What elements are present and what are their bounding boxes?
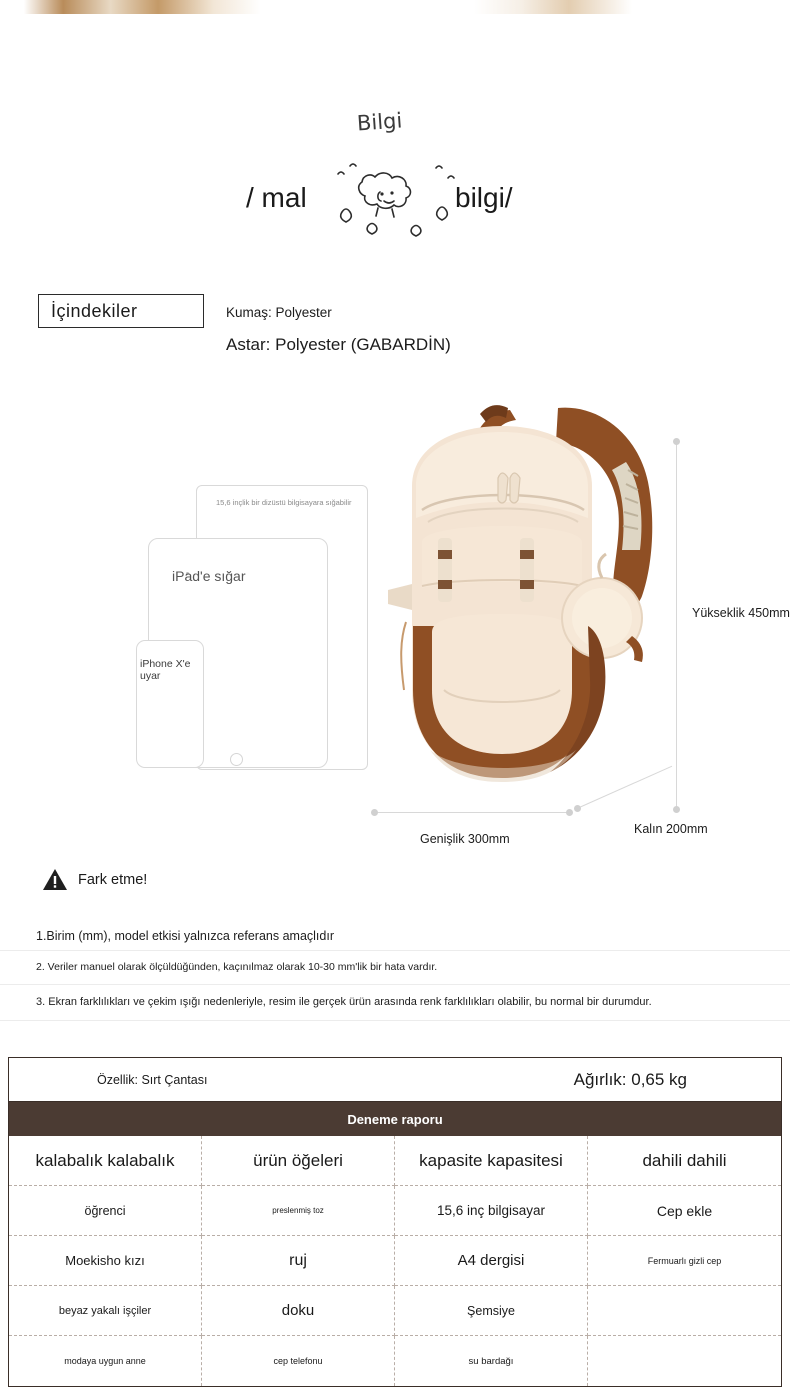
height-label: Yükseklik 450mm [692,606,790,620]
table-cell [588,1286,781,1336]
column-header: kapasite kapasitesi [395,1136,588,1186]
ipad-label: iPad'e sığar [172,568,246,584]
fabric-text: Kumaş: Polyester [226,305,332,320]
table-cell: preslenmiş toz [202,1186,395,1236]
depth-label: Kalın 200mm [634,822,708,836]
spec-table-header-row [9,1136,781,1186]
spec-table [8,1057,782,1387]
height-guide-dot-bottom [673,806,680,813]
notice-divider-1 [0,950,790,951]
table-row [9,1236,781,1286]
notice-line-2: 2. Veriler manuel olarak ölçüldüğünden, kaçınılmaz olarak 10-30 mm'lik bir hata vardır. [36,961,438,973]
table-row [9,1186,781,1236]
column-header: kalabalık kalabalık [9,1136,202,1186]
contents-label-box [38,294,204,328]
contents-label: İçindekiler [51,300,138,321]
weight-text: Ağırlık: 0,65 kg [573,1069,687,1089]
ipad-home-button-icon [230,753,243,766]
spec-table-title-bar [9,1102,781,1136]
hero-banner [0,48,790,248]
phone-label: iPhone X'e uyar [140,658,191,683]
table-cell: ruj [202,1236,395,1286]
table-cell [588,1336,781,1386]
table-cell: Moekisho kızı [9,1236,202,1286]
notice-divider-3 [0,1020,790,1021]
notice-divider-2 [0,984,790,985]
height-guide-dot-top [673,438,680,445]
table-cell: modaya uygun anne [9,1336,202,1386]
feature-text: Özellik: Sırt Çantası [97,1072,208,1087]
table-cell: Şemsiye [395,1286,588,1336]
hero-right-text: bilgi/ [455,182,513,213]
warning-icon [42,868,68,892]
table-cell: doku [202,1286,395,1336]
table-cell: Fermuarlı gizli cep [588,1236,781,1286]
width-label: Genişlik 300mm [420,832,510,846]
notice-line-3: 3. Ekran farklılıkları ve çekim ışığı nedenleriyle, resim ile gerçek ürün arasında renk farklılıkları olabilir, bu normal bir durumdur. [36,996,652,1008]
hero-left-text: / mal [246,182,307,213]
laptop-label: 15,6 inçlik bir dizüstü bilgisayara sığabilir [216,498,352,507]
notice-line-1: 1.Birim (mm), model etkisi yalnızca referans amaçlıdır [36,929,334,943]
width-guide-line [374,812,570,813]
column-header: ürün öğeleri [202,1136,395,1186]
sheep-doodle-icon [320,148,480,243]
table-cell: Cep ekle [588,1186,781,1236]
table-cell: cep telefonu [202,1336,395,1386]
depth-guide-dot-left [574,805,581,812]
width-guide-dot-right [566,809,573,816]
spec-table-top-row [9,1058,781,1102]
top-color-strip [0,0,790,14]
table-row [9,1336,781,1386]
table-cell: beyaz yakalı işçiler [9,1286,202,1336]
table-cell: öğrenci [9,1186,202,1236]
hero-small-text: Bilgi [356,108,404,136]
spec-table-title: Deneme raporu [347,1111,443,1127]
table-cell: A4 dergisi [395,1236,588,1286]
notice-title: Fark etme! [78,872,148,888]
lining-text: Astar: Polyester (GABARDİN) [226,335,451,354]
table-cell: su bardağı [395,1336,588,1386]
width-guide-dot-left [371,809,378,816]
column-header: dahili dahili [588,1136,781,1186]
notice-header [42,868,147,892]
backpack-illustration [360,390,700,830]
table-row [9,1286,781,1336]
product-illustration [0,390,790,860]
height-guide-line [676,442,677,810]
table-cell: 15,6 inç bilgisayar [395,1186,588,1236]
